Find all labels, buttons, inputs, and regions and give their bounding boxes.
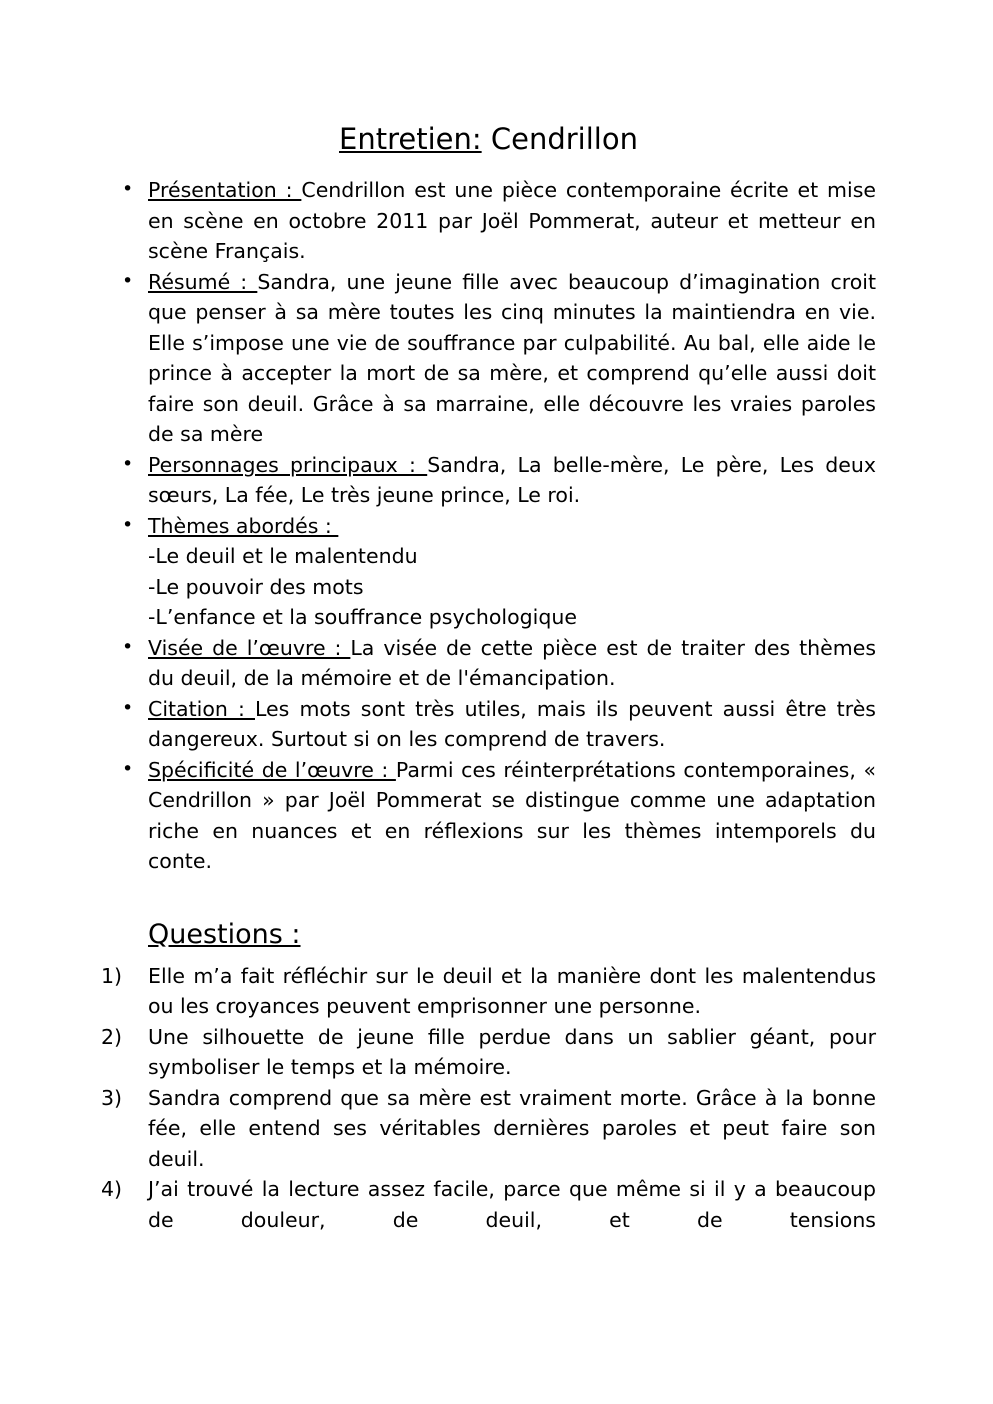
bullet-body <box>148 755 876 877</box>
bullet-item <box>101 511 876 633</box>
bullet-list <box>101 175 876 877</box>
bullet-item <box>101 755 876 877</box>
bullet-body <box>148 175 876 267</box>
bullet-text: Sandra, La belle-mère, Le père, Les deux sœurs, La fée, Le très jeune prince, Le roi. <box>148 452 876 507</box>
bullet-item <box>101 633 876 694</box>
bullet-body <box>148 694 876 755</box>
bullet-paragraph <box>148 511 876 542</box>
bullet-body <box>148 267 876 450</box>
questions-heading-text: Questions : <box>148 918 301 950</box>
bullet-item <box>101 694 876 755</box>
question-item <box>101 1083 876 1175</box>
bullet-item <box>101 450 876 511</box>
question-text: Sandra comprend que sa mère est vraiment morte. Grâce à la bonne fée, elle entend ses véritables dernières paroles et peut faire son deuil. <box>148 1085 876 1171</box>
bullet-body <box>148 511 876 633</box>
bullet-icon: • <box>122 696 134 719</box>
question-number: 3) <box>101 1085 123 1110</box>
bullet-paragraph <box>148 450 876 511</box>
question-text: J’ai trouvé la lecture assez facile, parce que même si il y a beaucoup de douleur, de deuil, et de tensions <box>148 1177 876 1232</box>
bullet-label: Citation : <box>148 696 255 721</box>
question-text: Elle m’a fait réfléchir sur le deuil et la manière dont les malentendus ou les croyances peuvent emprisonner une personne. <box>148 963 876 1018</box>
bullet-sublines <box>148 541 876 633</box>
bullet-paragraph <box>148 175 876 267</box>
title-normal-part: Cendrillon <box>481 122 638 156</box>
bullet-text: Sandra, une jeune fille avec beaucoup d’imagination croit que penser à sa mère toutes les cinq minutes la maintiendra en vie. Elle s’impose une vie de souffrance par culpabilité. Au bal, elle aide le prince à accepter la mort de sa mère, et comprend qu’elle aussi doit faire son deuil. Grâce à sa marraine, elle découvre les vraies paroles de sa mère <box>148 269 876 446</box>
bullet-icon: • <box>122 178 134 200</box>
bullet-icon: • <box>122 269 134 292</box>
question-item <box>101 1022 876 1083</box>
question-number: 4) <box>101 1177 123 1201</box>
bullet-body <box>148 633 876 694</box>
bullet-item <box>101 267 876 450</box>
bullet-paragraph <box>148 694 876 755</box>
bullet-paragraph <box>148 633 876 694</box>
bullet-icon: • <box>122 513 134 536</box>
bullet-body <box>148 450 876 511</box>
bullet-label: Thèmes abordés : <box>148 513 339 538</box>
bullet-label: Visée de l’œuvre : <box>148 635 351 660</box>
bullet-label: Spécificité de l’œuvre : <box>148 757 396 782</box>
questions-heading <box>148 918 876 952</box>
bullet-subline: -L’enfance et la souffrance psychologique <box>148 605 577 629</box>
bullet-item <box>101 175 876 267</box>
question-list <box>101 961 876 1236</box>
bullet-icon: • <box>122 452 134 475</box>
question-item <box>101 961 876 1022</box>
bullet-text: Les mots sont très utiles, mais ils peuvent aussi être très dangereux. Surtout si on les comprend de travers. <box>148 696 876 751</box>
document-title <box>101 121 876 158</box>
bullet-text: Cendrillon est une pièce contemporaine écrite et mise en scène en octobre 2011 par Joël Pommerat, auteur et metteur en scène Français. <box>148 178 877 263</box>
bullet-paragraph <box>148 267 876 450</box>
bullet-subline: -Le pouvoir des mots <box>148 574 364 599</box>
question-item <box>101 1174 876 1235</box>
title-underlined-part: Entretien: <box>339 122 482 156</box>
question-number: 2) <box>101 1024 123 1049</box>
bullet-subline: -Le deuil et le malentendu <box>148 544 418 568</box>
bullet-text: Parmi ces réinterprétations contemporaines, « Cendrillon » par Joël Pommerat se distingue comme une adaptation riche en nuances et en réflexions sur les thèmes intemporels du conte. <box>148 757 876 873</box>
bullet-label: Résumé : <box>148 269 258 294</box>
bullet-text: La visée de cette pièce est de traiter des thèmes du deuil, de la mémoire et de l'émancipation. <box>148 635 876 690</box>
bullet-label: Personnages principaux : <box>148 452 428 477</box>
question-number: 1) <box>101 963 123 988</box>
bullet-paragraph <box>148 755 876 877</box>
bullet-icon: • <box>122 757 134 780</box>
bullet-icon: • <box>122 635 134 658</box>
bullet-label: Présentation : <box>148 178 302 202</box>
question-text: Une silhouette de jeune fille perdue dans un sablier géant, pour symboliser le temps et la mémoire. <box>148 1024 876 1079</box>
